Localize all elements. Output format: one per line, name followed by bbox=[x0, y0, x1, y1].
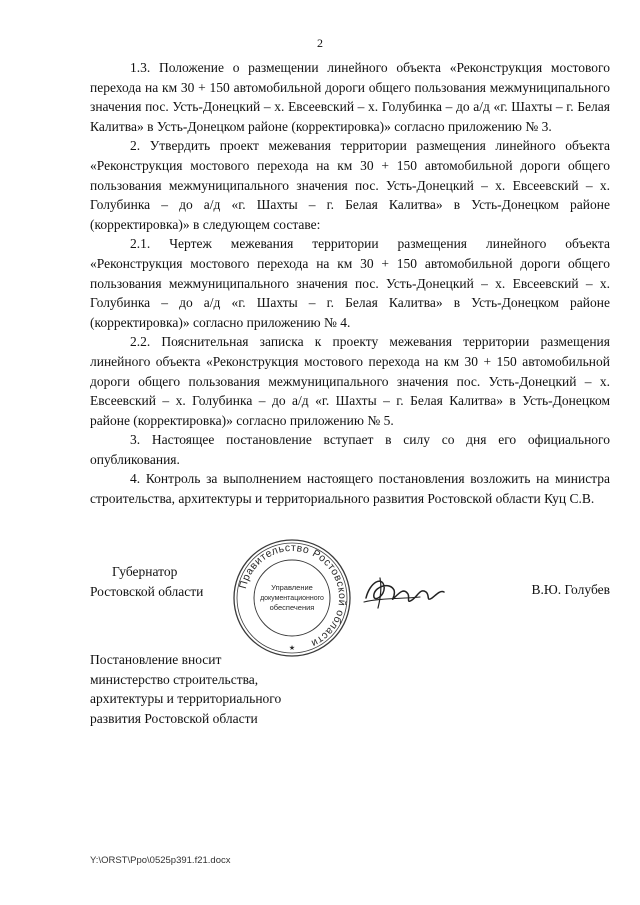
author-note bbox=[90, 650, 350, 728]
governor-title bbox=[90, 562, 203, 601]
svg-text:★: ★ bbox=[288, 644, 296, 652]
paragraph-1-3: 1.3. Положение о размещении линейного объекта «Реконструкция мостового перехода на км 30 + 150 автомобильной дороги общего пользования межмуниципального значения пос. Усть-Донецкий – х. Евсеевский – х. Голубинка – до а/д «г. Шахты – г. Белая Калитва» в Усть-Донецком районе (корректировка)» согласно приложению № 3. bbox=[90, 60, 610, 134]
stamp-outer-text: Правительство Ростовской области bbox=[236, 541, 349, 650]
stamp-inner-line1: Управление bbox=[271, 583, 313, 592]
paragraph-4: 4. Контроль за выполнением настоящего постановления возложить на министра строительства, архитектуры и территориального развития Ростовской области Куц С.В. bbox=[90, 471, 610, 507]
author-note-line2: министерство строительства, bbox=[90, 671, 259, 687]
signer-name: В.Ю. Голубев bbox=[531, 582, 610, 597]
governor-title-line1: Губернатор bbox=[112, 564, 178, 579]
paragraph-2-1: 2.1. Чертеж межевания территории размещения линейного объекта «Реконструкция мостового перехода на км 30 + 150 автомобильной дороги общего пользования межмуниципального значения пос. Усть-Донецкий – х. Евсеевский – х. Голубинка – до а/д «г. Шахты – г. Белая Калитва» в Усть-Донецком районе (корректировка)» согласно приложению № 4. bbox=[90, 236, 610, 330]
stamp-inner-line3: обеспечения bbox=[269, 603, 315, 612]
author-note-line4: развития Ростовской области bbox=[90, 710, 258, 726]
governor-title-line2: Ростовской области bbox=[90, 583, 204, 599]
author-note-line3: архитектуры и территориального bbox=[90, 691, 282, 707]
paragraph-2-2: 2.2. Пояснительная записка к проекту межевания территории размещения линейного объекта «Реконструкция мостового перехода на км 30 + 150 автомобильной дороги общего пользования межмуниципального значения пос. Усть-Донецкий – х. Евсеевский – х. Голубинка – до а/д «г. Шахты – г. Белая Калитва» в Усть-Донецком районе (корректировка)» согласно приложению № 5. bbox=[90, 334, 610, 428]
official-stamp-icon bbox=[230, 536, 354, 660]
page-number: 2 bbox=[317, 36, 323, 50]
stamp-inner-line2: документационного bbox=[260, 595, 324, 602]
paragraph-3: 3. Настоящее постановление вступает в силу со дня его официального опубликования. bbox=[90, 432, 610, 467]
author-note-line1: Постановление вносит bbox=[90, 652, 222, 667]
file-path: Y:\ORST\Ppo\0525p391.f21.docx bbox=[90, 855, 231, 866]
handwritten-signature-icon bbox=[360, 568, 446, 614]
paragraph-2: 2. Утвердить проект межевания территории размещения линейного объекта «Реконструкция мостового перехода на км 30 + 150 автомобильной дороги общего пользования межмуниципального значения пос. Усть-Донецкий – х. Евсеевский – х. Голубинка – до а/д «г. Шахты – г. Белая Калитва» в Усть-Донецком районе (корректировка)» в следующем составе: bbox=[90, 138, 610, 232]
document-body bbox=[90, 58, 610, 509]
